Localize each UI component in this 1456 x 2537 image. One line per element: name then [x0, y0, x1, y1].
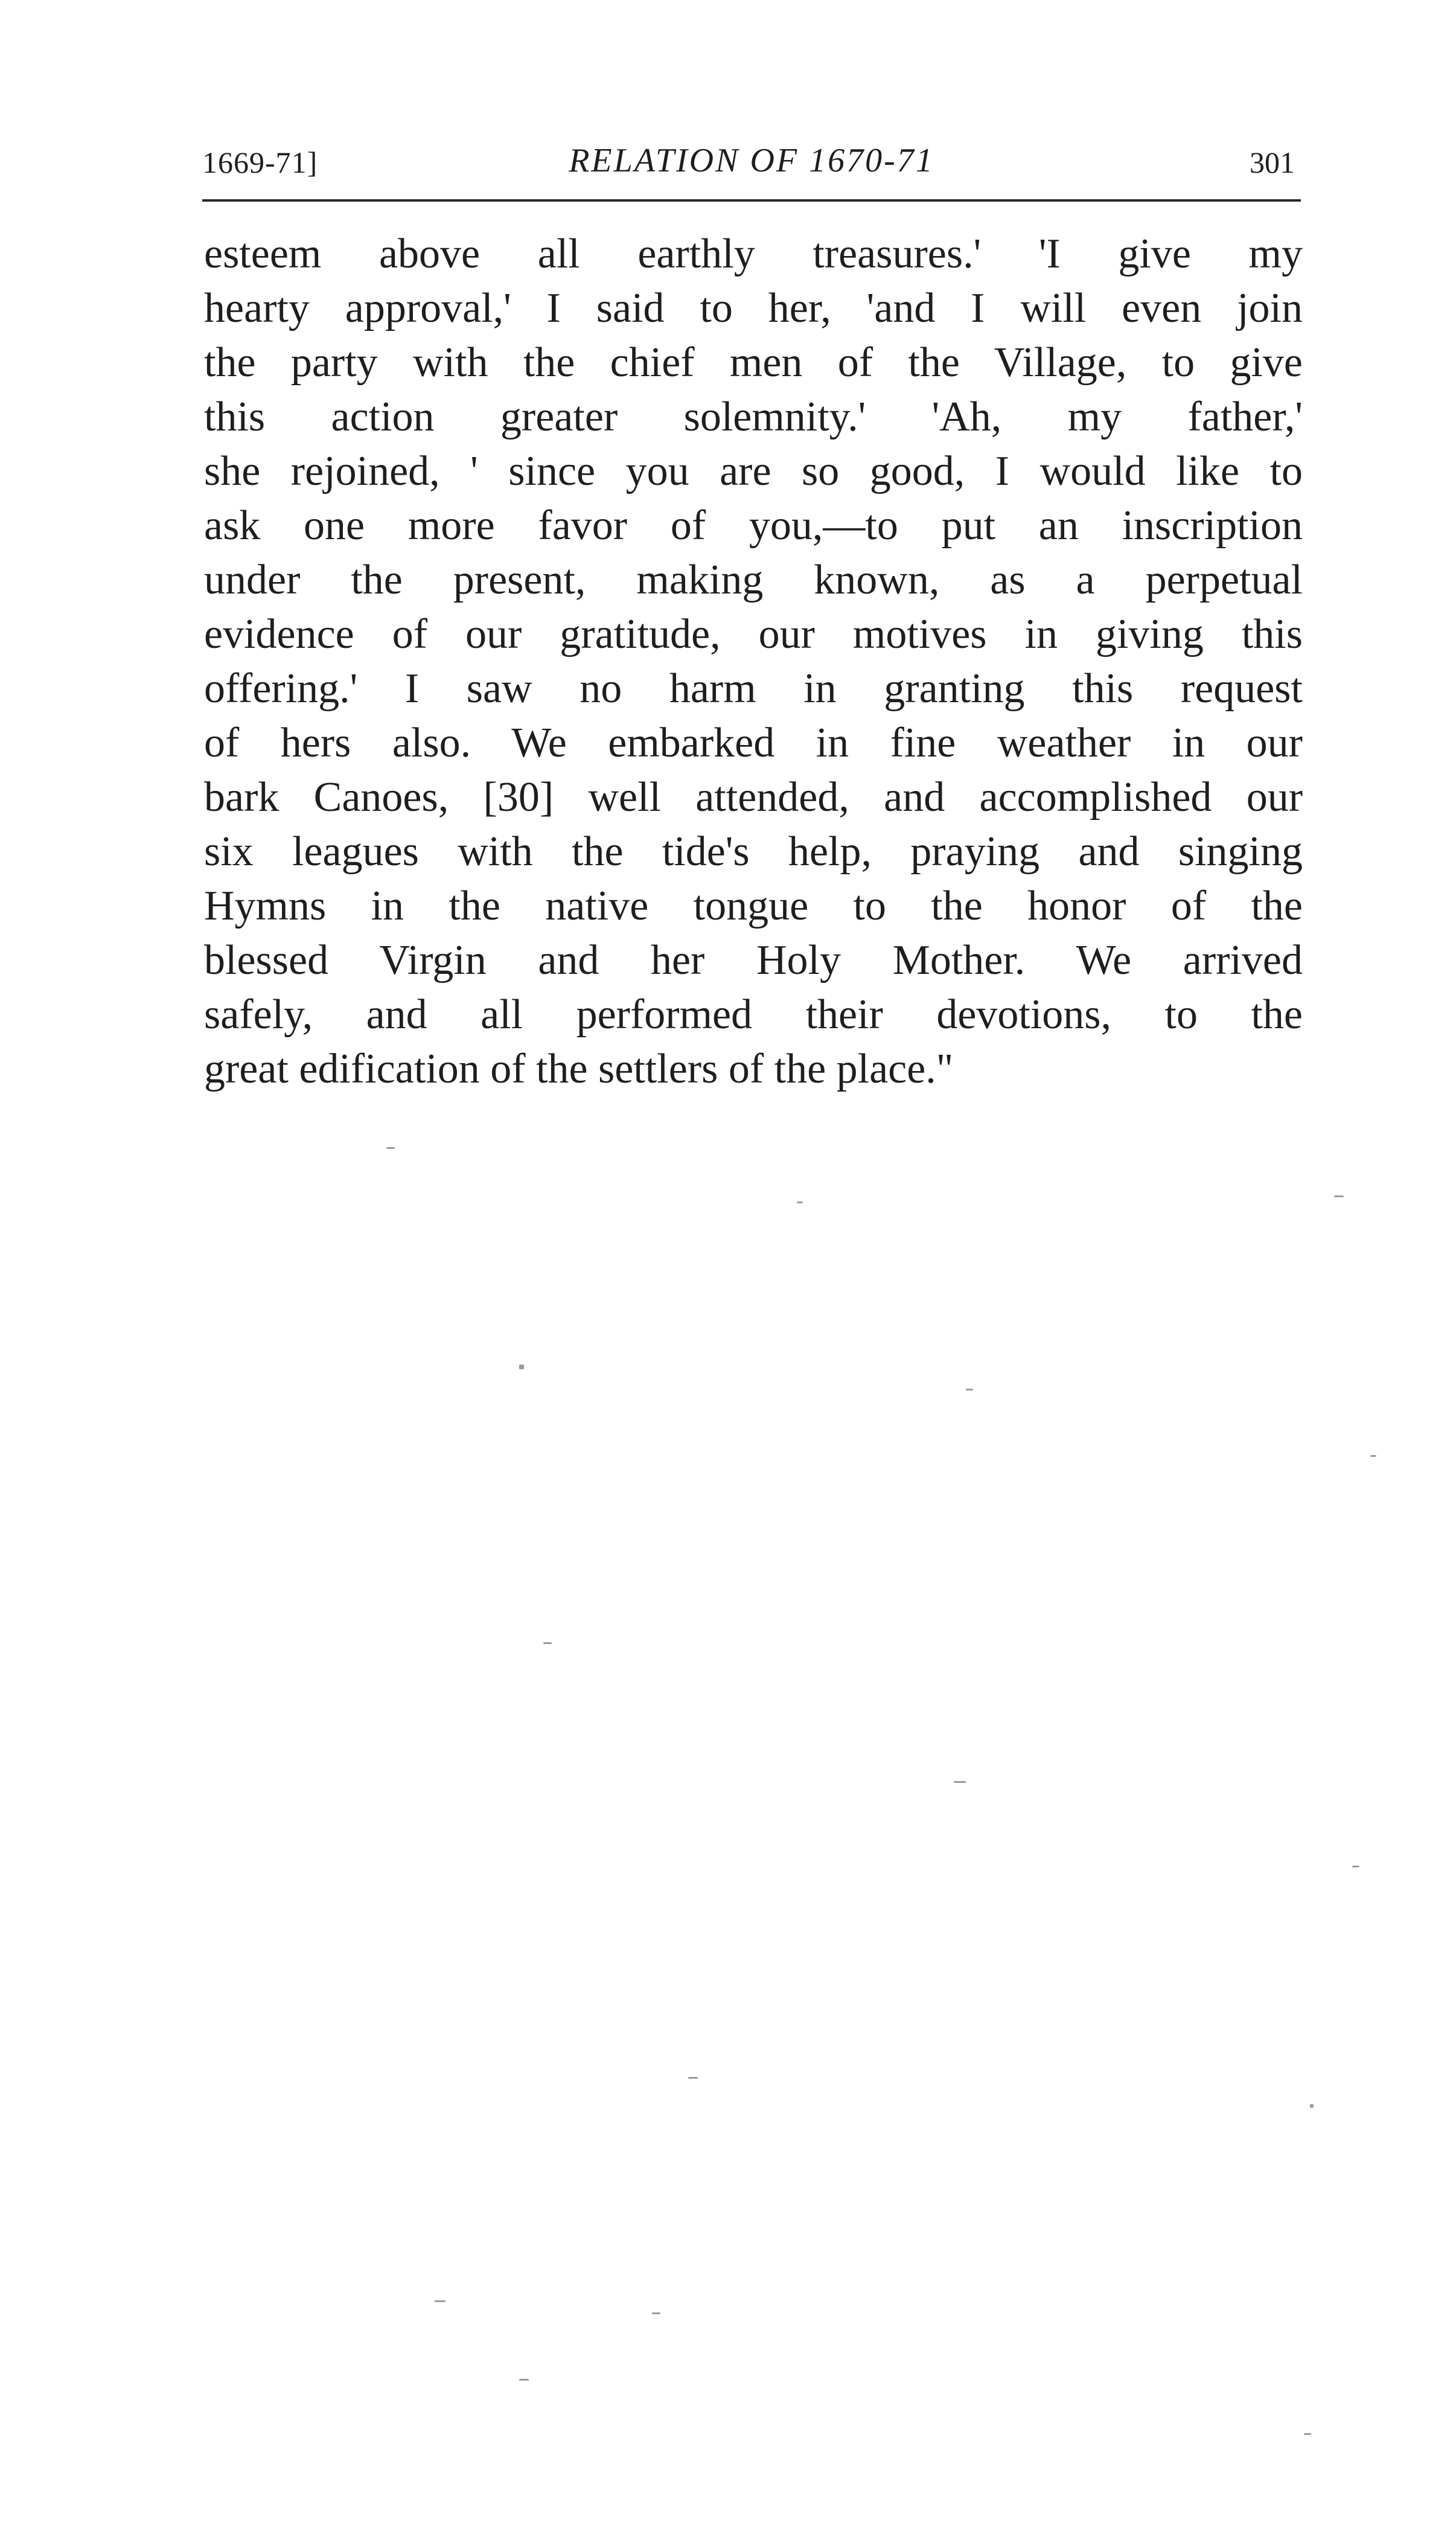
text-line: safely, and all performed their devotions, to the [204, 991, 1303, 1038]
scan-speck [954, 1781, 966, 1783]
scan-speck [797, 1201, 803, 1203]
header-rule [202, 199, 1301, 202]
page-number: 301 [1250, 146, 1295, 179]
text-line: hearty approval,' I said to her, 'and I will even join [204, 285, 1303, 331]
text-line: the party with the chief men of the Village, to give [204, 339, 1303, 386]
text-line: Hymns in the native tongue to the honor of the [204, 883, 1303, 929]
running-head-title: RELATION OF 1670-71 [569, 142, 934, 179]
scan-speck [1334, 1195, 1344, 1197]
scan-speck [1310, 2104, 1314, 2108]
text-line: six leagues with the tide's help, praying and singing [204, 828, 1303, 875]
running-head-year-range: 1669-71] [202, 146, 318, 179]
text-line: this action greater solemnity.' 'Ah, my father,' [204, 394, 1303, 440]
text-line: offering.' I saw no harm in granting this request [204, 665, 1303, 712]
running-head [202, 134, 1301, 194]
text-line: esteem above all earthly treasures.' 'I give my [204, 231, 1303, 277]
scan-speck [1352, 1866, 1359, 1867]
scan-speck [519, 1364, 524, 1369]
text-line: evidence of our gratitude, our motives in giving this [204, 611, 1303, 657]
scan-speck [1370, 1455, 1376, 1457]
scan-speck [652, 2312, 660, 2314]
text-line: of hers also. We embarked in fine weather in our [204, 720, 1303, 766]
text-line: blessed Virgin and her Holy Mother. We arrived [204, 937, 1303, 984]
scan-speck [966, 1389, 973, 1390]
text-line: great edification of the settlers of the place." [204, 1046, 954, 1092]
text-line: under the present, making known, as a perpetual [204, 557, 1303, 603]
text-line: ask one more favor of you,—to put an inscription [204, 502, 1303, 549]
text-line: bark Canoes, [30] well attended, and accomplished our [204, 774, 1303, 821]
scan-speck [435, 2300, 445, 2302]
scan-speck [519, 2379, 529, 2381]
text-line: she rejoined, ' since you are so good, I would like to [204, 448, 1303, 494]
body-text [204, 227, 1303, 1096]
scan-speck [688, 2077, 698, 2079]
scan-speck [386, 1147, 395, 1149]
scan-speck [543, 1642, 552, 1644]
scan-speck [1304, 2433, 1311, 2435]
